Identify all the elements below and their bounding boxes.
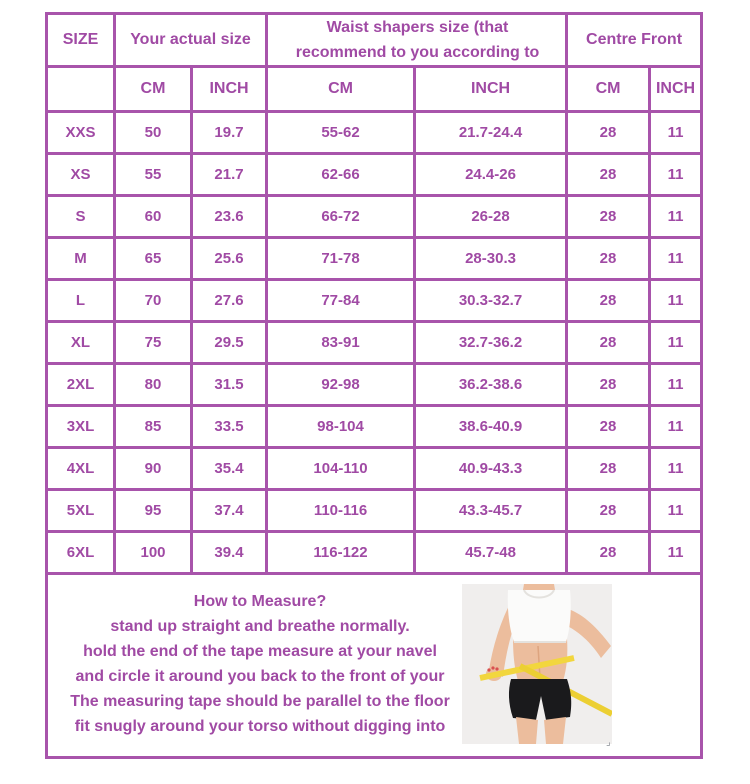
table-row <box>47 238 702 280</box>
cell-size-label: S <box>47 196 115 238</box>
actual-size-column-header: Your actual size <box>115 14 267 67</box>
cell-size-label: M <box>47 238 115 280</box>
cell-waist-inch: 40.9-43.3 <box>415 448 567 490</box>
cell-centre-front-cm: 28 <box>567 154 650 196</box>
unit-header-waist-inch: INCH <box>415 67 567 112</box>
cell-centre-front-cm: 28 <box>567 448 650 490</box>
how-to-measure-row <box>47 574 702 758</box>
cell-actual-cm: 50 <box>115 112 192 154</box>
waist-header-line1: Waist shapers size (that <box>326 19 509 36</box>
cell-centre-front-inch: 11 <box>650 112 702 154</box>
cell-size-label: 3XL <box>47 406 115 448</box>
cell-actual-inch: 33.5 <box>192 406 267 448</box>
cell-centre-front-inch: 11 <box>650 406 702 448</box>
cell-waist-inch: 24.4-26 <box>415 154 567 196</box>
cell-centre-front-inch: 11 <box>650 448 702 490</box>
waist-shapers-column-header <box>267 14 567 67</box>
cell-waist-inch: 26-28 <box>415 196 567 238</box>
size-rows <box>47 112 702 574</box>
cell-size-label: 6XL <box>47 532 115 574</box>
cell-waist-inch: 28-30.3 <box>415 238 567 280</box>
cell-actual-inch: 25.6 <box>192 238 267 280</box>
cell-actual-cm: 65 <box>115 238 192 280</box>
table-row <box>47 112 702 154</box>
unit-header-actual-inch: INCH <box>192 67 267 112</box>
size-chart <box>45 12 700 759</box>
waist-measure-photo <box>462 584 612 744</box>
table-row <box>47 532 702 574</box>
cell-actual-cm: 55 <box>115 154 192 196</box>
waist-header-line2: recommend to you according to <box>295 44 540 61</box>
cell-waist-cm: 116-122 <box>267 532 415 574</box>
cell-actual-inch: 21.7 <box>192 154 267 196</box>
unit-header-cf-inch: INCH <box>650 67 702 112</box>
cell-centre-front-cm: 28 <box>567 364 650 406</box>
cell-centre-front-inch: 11 <box>650 364 702 406</box>
cell-waist-cm: 104-110 <box>267 448 415 490</box>
cell-waist-inch: 32.7-36.2 <box>415 322 567 364</box>
cell-centre-front-inch: 11 <box>650 196 702 238</box>
cell-waist-cm: 110-116 <box>267 490 415 532</box>
cell-centre-front-inch: 11 <box>650 490 702 532</box>
cell-centre-front-inch: 11 <box>650 238 702 280</box>
cell-centre-front-inch: 11 <box>650 154 702 196</box>
cell-centre-front-cm: 28 <box>567 406 650 448</box>
header-row-units <box>47 67 702 112</box>
size-column-header: SIZE <box>47 14 115 67</box>
cell-waist-inch: 43.3-45.7 <box>415 490 567 532</box>
table-row <box>47 196 702 238</box>
measure-instruction-line: stand up straight and breathe normally. <box>110 618 410 635</box>
cell-actual-cm: 80 <box>115 364 192 406</box>
cell-waist-inch: 36.2-38.6 <box>415 364 567 406</box>
table-row <box>47 406 702 448</box>
cell-centre-front-inch: 11 <box>650 280 702 322</box>
table-row <box>47 154 702 196</box>
cell-size-label: L <box>47 280 115 322</box>
cell-centre-front-cm: 28 <box>567 280 650 322</box>
cell-waist-cm: 92-98 <box>267 364 415 406</box>
cell-actual-cm: 100 <box>115 532 192 574</box>
size-chart-table <box>45 12 703 759</box>
cell-centre-front-cm: 28 <box>567 322 650 364</box>
cell-waist-cm: 62-66 <box>267 154 415 196</box>
watermark-fragment: ⌟ <box>606 737 611 748</box>
cell-actual-cm: 60 <box>115 196 192 238</box>
cell-size-label: XXS <box>47 112 115 154</box>
how-to-measure-text <box>58 589 462 739</box>
table-row <box>47 448 702 490</box>
cell-waist-cm: 83-91 <box>267 322 415 364</box>
cell-waist-cm: 77-84 <box>267 280 415 322</box>
table-row <box>47 364 702 406</box>
cell-centre-front-cm: 28 <box>567 490 650 532</box>
cell-actual-inch: 27.6 <box>192 280 267 322</box>
cell-waist-inch: 30.3-32.7 <box>415 280 567 322</box>
cell-waist-inch: 45.7-48 <box>415 532 567 574</box>
centre-front-column-header: Centre Front <box>567 14 702 67</box>
measure-instruction-line: and circle it around you back to the front of your <box>75 668 445 685</box>
cell-actual-cm: 75 <box>115 322 192 364</box>
cell-size-label: XL <box>47 322 115 364</box>
cell-actual-inch: 31.5 <box>192 364 267 406</box>
unit-header-actual-cm: CM <box>115 67 192 112</box>
cell-waist-inch: 21.7-24.4 <box>415 112 567 154</box>
cell-centre-front-cm: 28 <box>567 196 650 238</box>
cell-actual-inch: 23.6 <box>192 196 267 238</box>
cell-actual-inch: 29.5 <box>192 322 267 364</box>
cell-size-label: 2XL <box>47 364 115 406</box>
cell-centre-front-cm: 28 <box>567 238 650 280</box>
cell-actual-cm: 90 <box>115 448 192 490</box>
cell-actual-cm: 85 <box>115 406 192 448</box>
measure-instruction-line: The measuring tape should be parallel to the floor <box>70 693 450 710</box>
header-row-main <box>47 14 702 67</box>
how-to-measure-title: How to Measure? <box>193 593 327 610</box>
cell-actual-inch: 35.4 <box>192 448 267 490</box>
cell-centre-front-inch: 11 <box>650 322 702 364</box>
cell-waist-cm: 55-62 <box>267 112 415 154</box>
cell-centre-front-inch: 11 <box>650 532 702 574</box>
measure-instruction-line: hold the end of the tape measure at your navel <box>83 643 437 660</box>
table-row <box>47 490 702 532</box>
cell-waist-cm: 98-104 <box>267 406 415 448</box>
table-row <box>47 322 702 364</box>
cell-centre-front-cm: 28 <box>567 112 650 154</box>
cell-waist-inch: 38.6-40.9 <box>415 406 567 448</box>
cell-actual-cm: 95 <box>115 490 192 532</box>
cell-centre-front-cm: 28 <box>567 532 650 574</box>
table-row <box>47 280 702 322</box>
cell-size-label: XS <box>47 154 115 196</box>
unit-header-waist-cm: CM <box>267 67 415 112</box>
how-to-measure-cell <box>47 574 702 758</box>
measure-instruction-line: fit snugly around your torso without digging into <box>74 718 446 735</box>
unit-header-empty <box>47 67 115 112</box>
cell-waist-cm: 71-78 <box>267 238 415 280</box>
cell-actual-cm: 70 <box>115 280 192 322</box>
cell-size-label: 5XL <box>47 490 115 532</box>
cell-size-label: 4XL <box>47 448 115 490</box>
cell-waist-cm: 66-72 <box>267 196 415 238</box>
cell-actual-inch: 37.4 <box>192 490 267 532</box>
cell-actual-inch: 39.4 <box>192 532 267 574</box>
cell-actual-inch: 19.7 <box>192 112 267 154</box>
unit-header-cf-cm: CM <box>567 67 650 112</box>
